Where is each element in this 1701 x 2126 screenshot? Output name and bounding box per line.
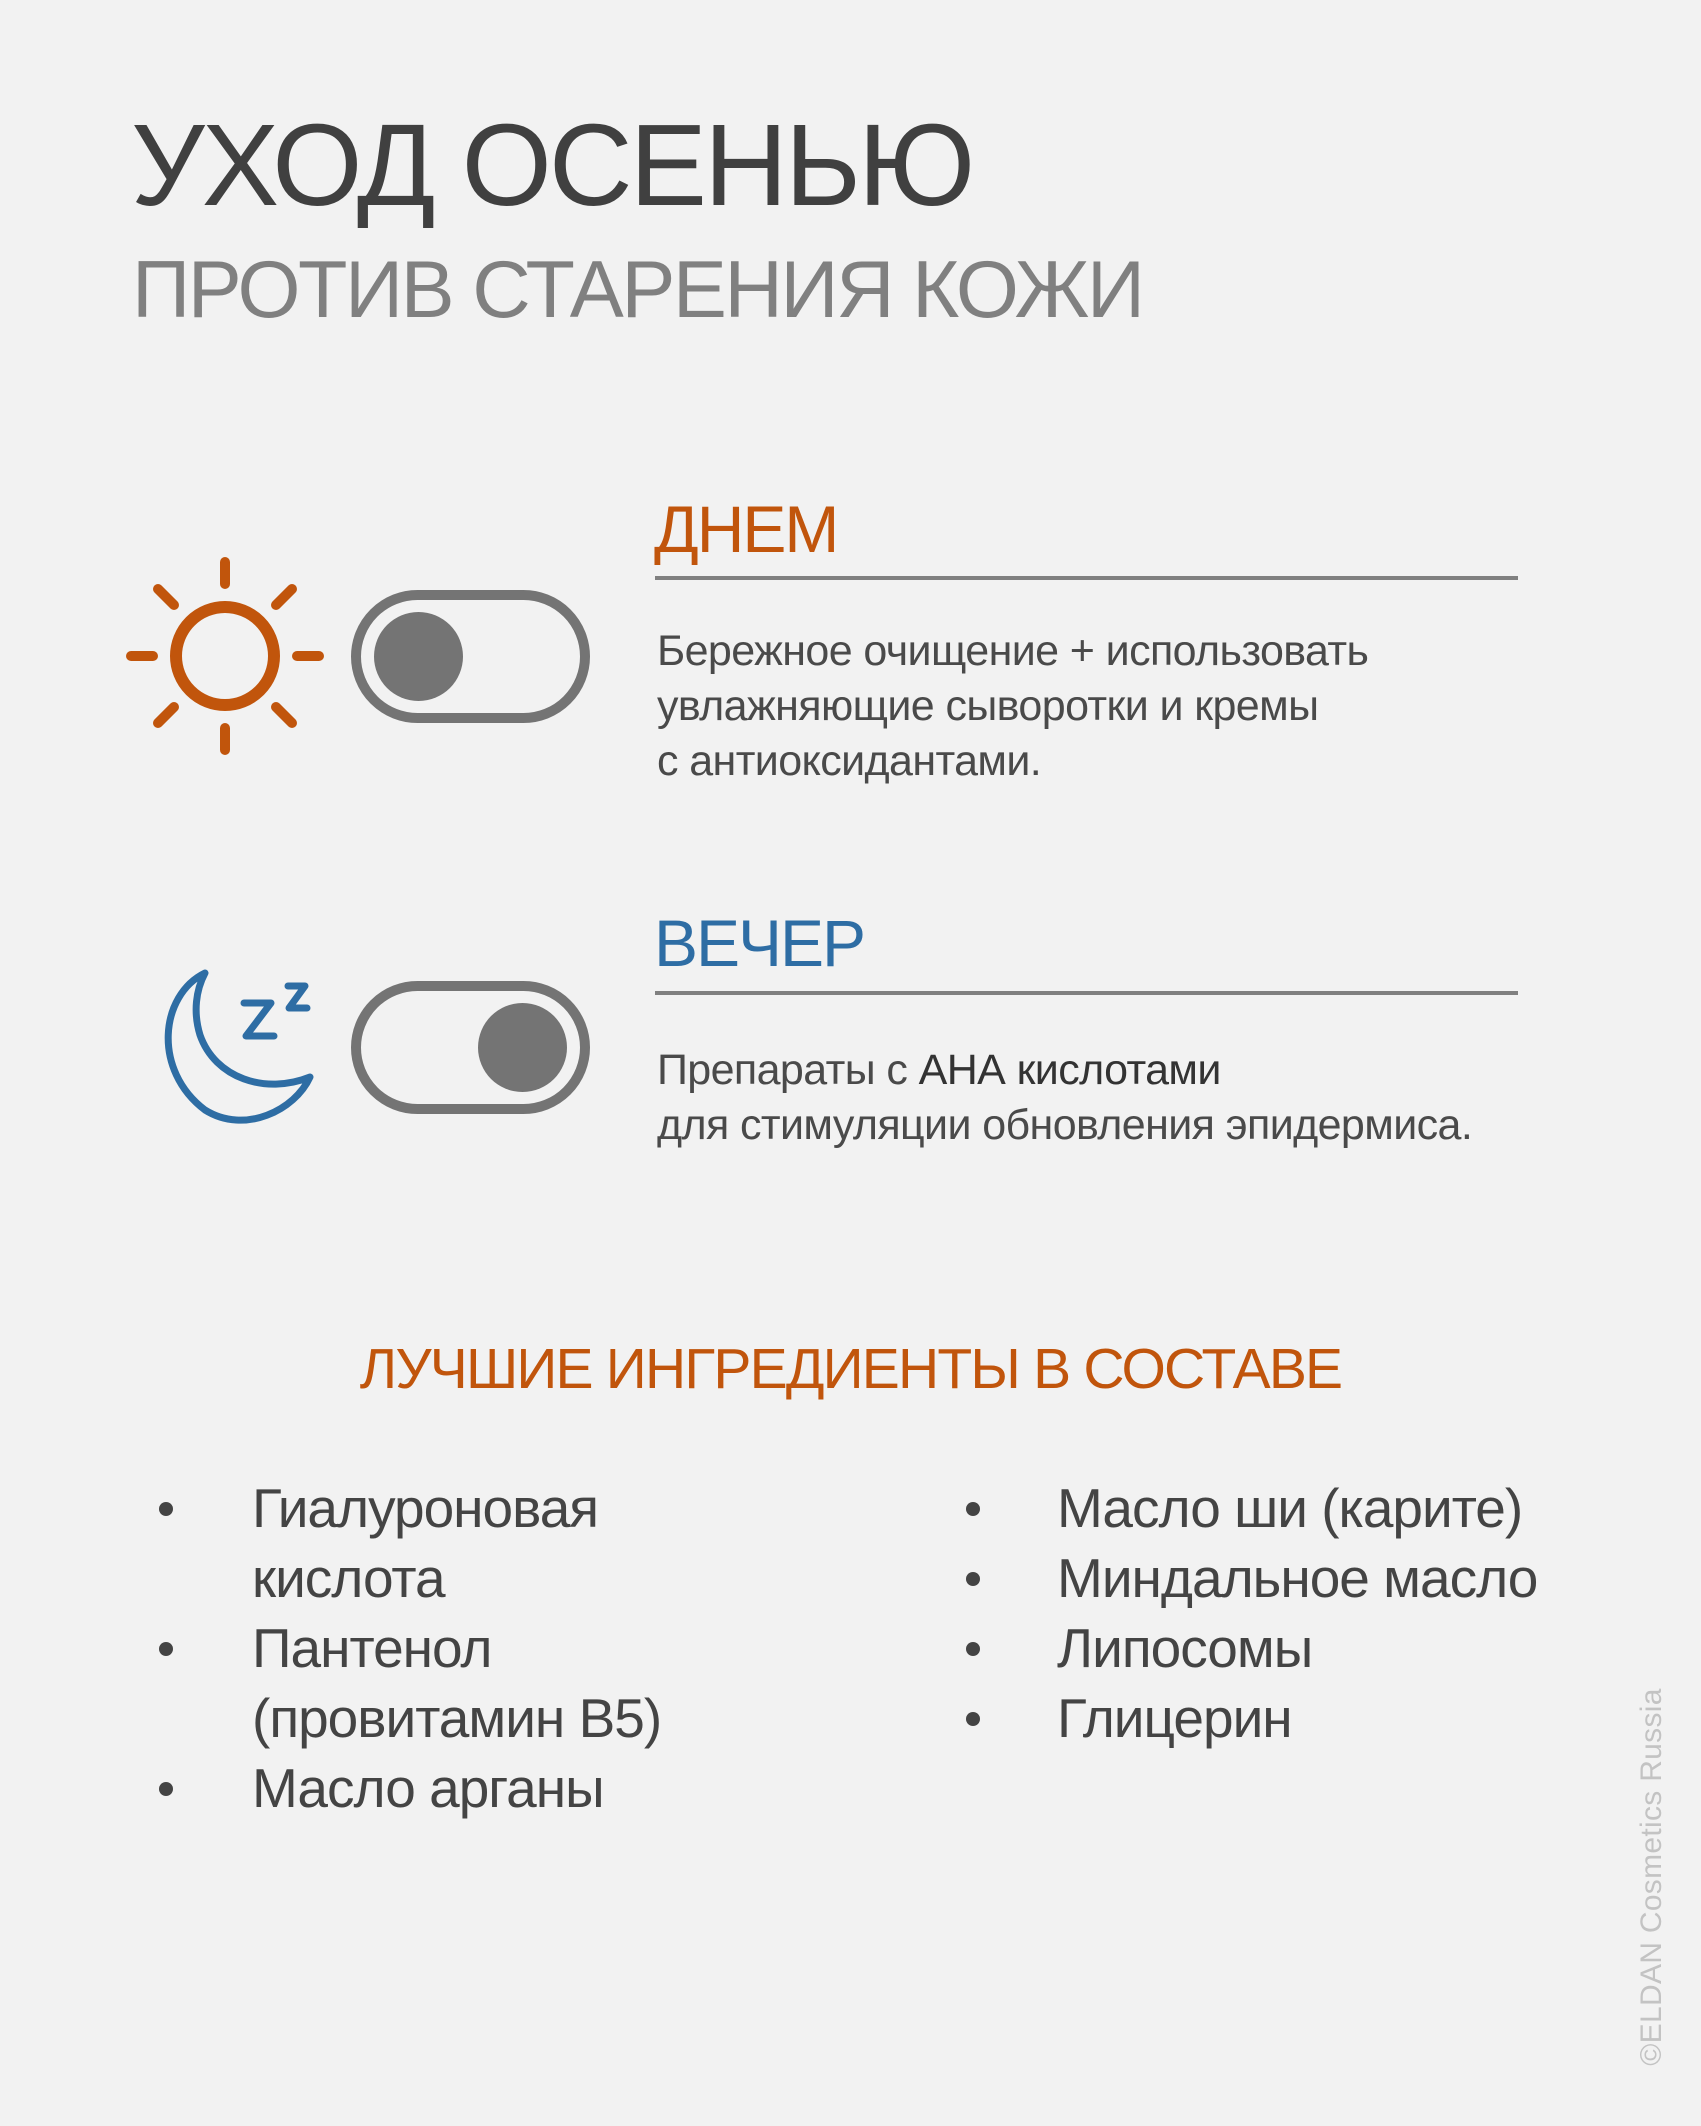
bullet-icon bbox=[966, 1572, 980, 1586]
evening-description-line: для стимуляции обновления эпидермиса. bbox=[657, 1101, 1473, 1149]
bullet-icon bbox=[966, 1502, 980, 1516]
day-heading: ДНЕМ bbox=[654, 492, 838, 566]
list-item bbox=[252, 1613, 752, 1753]
day-description-line: Бережное очищение + использовать bbox=[657, 627, 1369, 675]
list-item-line: Миндальное масло bbox=[1057, 1547, 1538, 1609]
day-toggle-switch[interactable] bbox=[351, 590, 590, 723]
page-subtitle: ПРОТИВ СТАРЕНИЯ КОЖИ bbox=[132, 245, 1143, 335]
ingredients-heading: ЛУЧШИЕ ИНГРЕДИЕНТЫ В СОСТАВЕ bbox=[359, 1337, 1342, 1401]
day-divider bbox=[655, 576, 1518, 580]
bullet-icon bbox=[159, 1502, 173, 1516]
copyright-watermark: ©ELDAN Cosmetics Russia bbox=[1635, 1688, 1668, 2066]
evening-divider bbox=[655, 991, 1518, 995]
moon-sleep-icon bbox=[150, 960, 320, 1130]
list-item-line: кислота bbox=[252, 1547, 445, 1609]
list-item-line: Масло арганы bbox=[252, 1757, 604, 1819]
sun-icon bbox=[120, 551, 330, 761]
day-description bbox=[657, 624, 1368, 789]
list-item bbox=[1057, 1683, 1617, 1753]
evening-description bbox=[657, 1043, 1472, 1153]
list-item-line: Гиалуроновая bbox=[252, 1477, 599, 1539]
list-item-line: Пантенол bbox=[252, 1617, 492, 1679]
list-item bbox=[1057, 1473, 1617, 1543]
day-description-line: с антиоксидантами. bbox=[657, 737, 1042, 785]
bullet-icon bbox=[966, 1712, 980, 1726]
list-item bbox=[252, 1753, 752, 1823]
bullet-icon bbox=[159, 1782, 173, 1796]
list-item-line: (провитамин B5) bbox=[252, 1687, 662, 1749]
ingredients-list-right bbox=[1057, 1473, 1617, 1753]
ingredients-list-left bbox=[252, 1473, 752, 1823]
list-item bbox=[1057, 1613, 1617, 1683]
day-description-line: увлажняющие сыворотки и кремы bbox=[657, 682, 1319, 730]
bullet-icon bbox=[966, 1642, 980, 1656]
toggle-knob bbox=[478, 1003, 567, 1092]
evening-description-line bbox=[657, 1043, 1472, 1098]
list-item-line: Масло ши (карите) bbox=[1057, 1477, 1523, 1539]
toggle-knob bbox=[374, 612, 463, 701]
list-item-line: Липосомы bbox=[1057, 1617, 1313, 1679]
bullet-icon bbox=[159, 1642, 173, 1656]
evening-heading: ВЕЧЕР bbox=[654, 906, 865, 980]
evening-text-prefix: Препараты с bbox=[657, 1046, 919, 1094]
page-title: УХОД ОСЕНЬЮ bbox=[131, 100, 973, 230]
list-item bbox=[252, 1473, 752, 1613]
evening-toggle-switch[interactable] bbox=[351, 981, 590, 1114]
list-item bbox=[1057, 1543, 1617, 1613]
evening-text-emphasis: АНА кислотами bbox=[918, 1046, 1221, 1094]
list-item-line: Глицерин bbox=[1057, 1687, 1292, 1749]
